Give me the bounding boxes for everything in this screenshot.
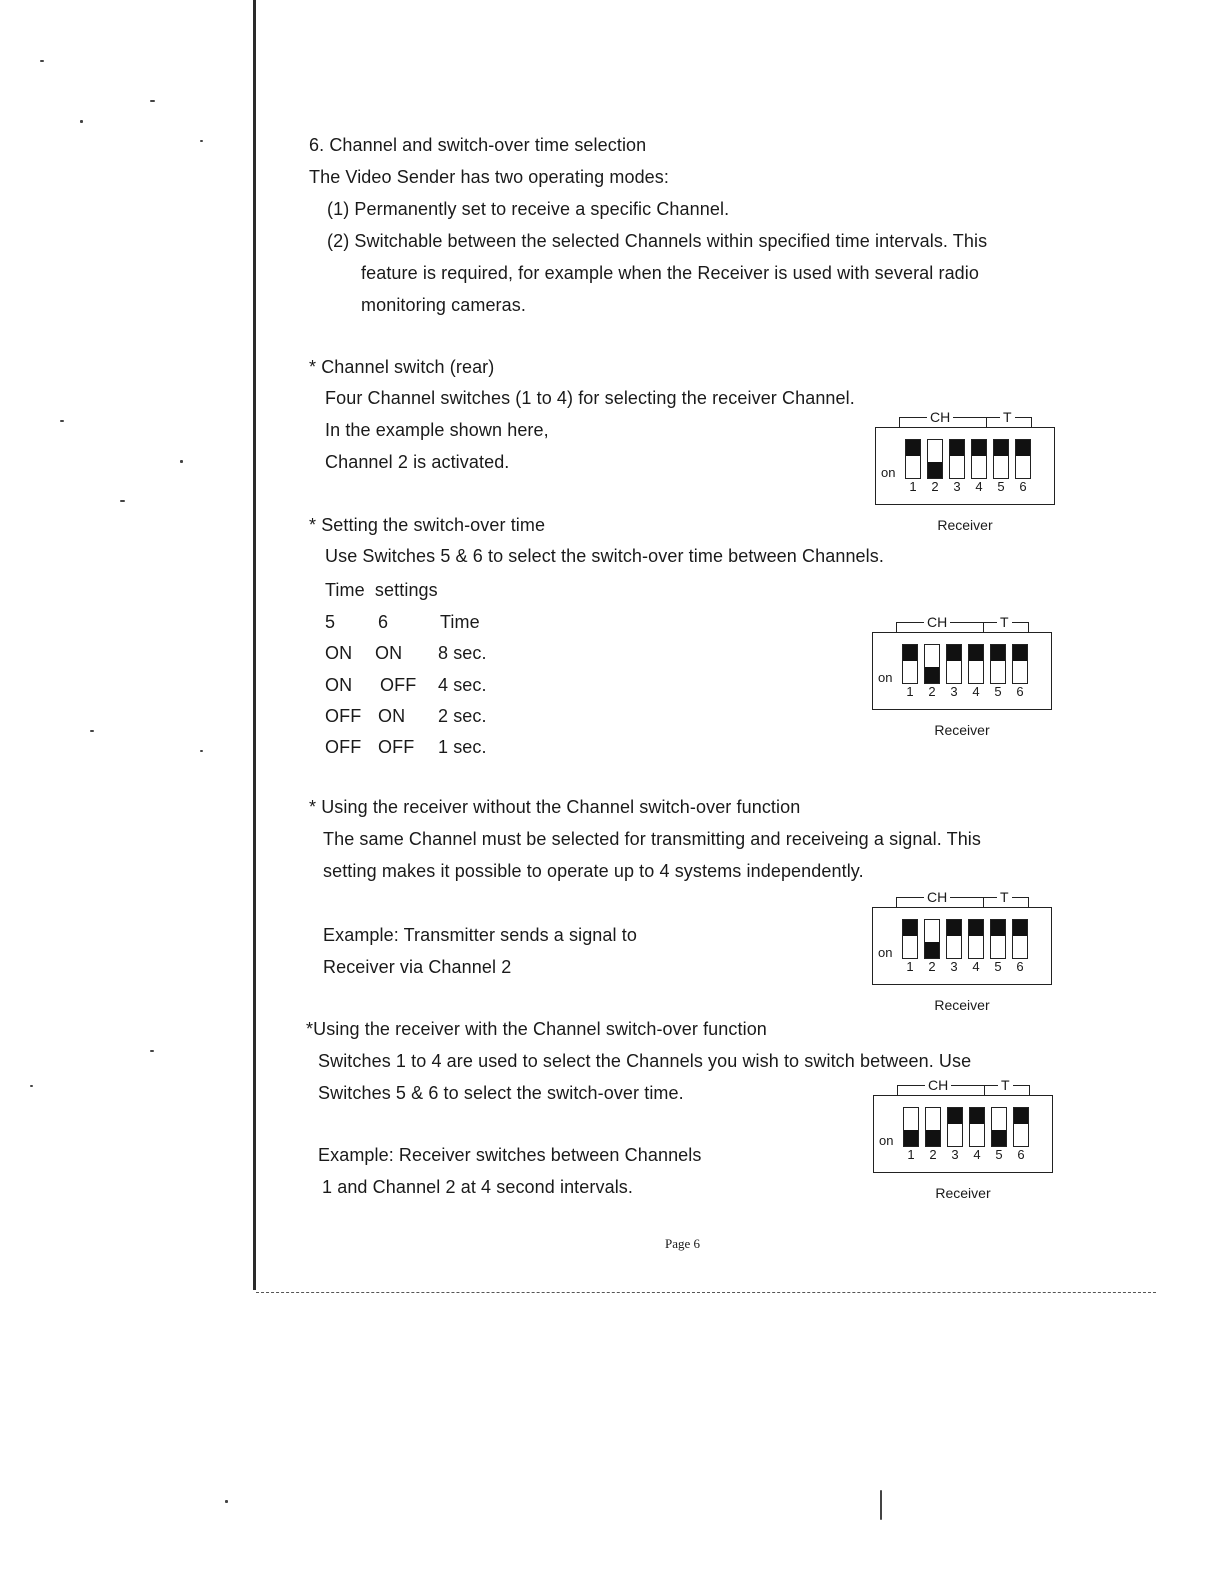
table-header-cell: 5 — [325, 612, 336, 632]
dip-switch-box — [875, 409, 1055, 505]
switch-knob — [906, 440, 920, 456]
table-cell: ON — [325, 643, 353, 663]
receiver-caption: Receiver — [935, 1185, 991, 1201]
table-cell: 1 sec. — [438, 737, 487, 757]
page-number: Page 6 — [665, 1236, 701, 1251]
t-label: T — [997, 615, 1012, 629]
switch-number: 3 — [953, 479, 961, 494]
switch-number: 6 — [1019, 479, 1027, 494]
switch-number: 3 — [951, 1147, 959, 1162]
without-switchover-example-2: Receiver via Channel 2 — [323, 957, 512, 977]
ch-label: CH — [927, 410, 953, 424]
switch-number: 5 — [994, 684, 1002, 699]
switch-knob — [969, 920, 983, 936]
ch-label: CH — [924, 615, 950, 629]
on-label: on — [878, 945, 893, 960]
t-label: T — [998, 1078, 1013, 1092]
dip-switch-5 — [993, 439, 1009, 479]
dip-switch-2 — [924, 919, 940, 959]
dip-switch-6 — [1013, 1107, 1029, 1147]
switch-knob — [926, 1130, 940, 1146]
switch-knob — [948, 1108, 962, 1124]
switch-knob — [947, 920, 961, 936]
switch-knob — [994, 440, 1008, 456]
dip-switch-3 — [947, 1107, 963, 1147]
switch-number: 4 — [972, 684, 980, 699]
switch-knob — [928, 462, 942, 478]
mode-2-line-2: feature is required, for example when the Receiver is used with several radio — [361, 263, 980, 283]
mode-2-line-3: monitoring cameras. — [361, 295, 526, 315]
switch-number: 4 — [972, 959, 980, 974]
dip-switch-6 — [1015, 439, 1031, 479]
dip-switch-4 — [971, 439, 987, 479]
dip-switch-3 — [946, 919, 962, 959]
switch-number: 4 — [973, 1147, 981, 1162]
switch-number: 1 — [906, 684, 914, 699]
dip-switch-1 — [903, 1107, 919, 1147]
intro-text: The Video Sender has two operating modes: — [309, 167, 669, 187]
switch-knob — [991, 645, 1005, 661]
channel-switch-title: * Channel switch (rear) — [309, 357, 495, 377]
switch-knob — [925, 942, 939, 958]
channel-switch-line-1: Four Channel switches (1 to 4) for selecting the receiver Channel. — [325, 388, 855, 408]
mode-2-line-1: (2) Switchable between the selected Channels within specified time intervals. This — [327, 231, 988, 251]
switch-knob — [1016, 440, 1030, 456]
table-cell: ON — [378, 706, 406, 726]
section-heading: 6. Channel and switch-over time selection — [309, 135, 647, 155]
switch-knob — [925, 667, 939, 683]
table-header-cell: Time — [440, 612, 480, 632]
t-label: T — [1000, 410, 1015, 424]
switch-knob — [992, 1130, 1006, 1146]
dip-switch-1 — [902, 919, 918, 959]
with-switchover-title: *Using the receiver with the Channel switch-over function — [306, 1019, 767, 1039]
table-cell: 2 sec. — [438, 706, 487, 726]
switchover-time-line-1: Use Switches 5 & 6 to select the switch-over time between Channels. — [325, 546, 884, 566]
receiver-caption: Receiver — [937, 517, 993, 533]
switch-number: 3 — [950, 684, 958, 699]
table-header-cell: 6 — [378, 612, 389, 632]
switch-number: 2 — [929, 1147, 937, 1162]
with-switchover-line-1: Switches 1 to 4 are used to select the Channels you wish to switch between. Use — [318, 1051, 972, 1071]
dip-switch-1 — [905, 439, 921, 479]
table-cell: 4 sec. — [438, 675, 487, 695]
table-cell: 8 sec. — [438, 643, 487, 663]
switch-number: 4 — [975, 479, 983, 494]
channel-switch-line-2: In the example shown here, — [325, 420, 549, 440]
dip-switch-5 — [990, 644, 1006, 684]
switch-knob — [950, 440, 964, 456]
switch-number: 5 — [994, 959, 1002, 974]
switch-number: 5 — [995, 1147, 1003, 1162]
dip-switch-3 — [949, 439, 965, 479]
dip-switch-4 — [969, 1107, 985, 1147]
dip-switch-4 — [968, 644, 984, 684]
switch-number: 2 — [928, 684, 936, 699]
switch-number: 2 — [931, 479, 939, 494]
switch-number: 6 — [1017, 1147, 1025, 1162]
with-switchover-line-2: Switches 5 & 6 to select the switch-over time. — [318, 1083, 684, 1103]
on-label: on — [881, 465, 896, 480]
table-cell: OFF — [378, 737, 415, 757]
without-switchover-line-2: setting makes it possible to operate up to 4 systems independently. — [323, 861, 864, 881]
table-cell: ON — [375, 643, 403, 663]
dip-switch-4 — [968, 919, 984, 959]
table-cell: OFF — [380, 675, 417, 695]
switch-knob — [947, 645, 961, 661]
switch-knob — [1013, 920, 1027, 936]
dip-switch-5 — [991, 1107, 1007, 1147]
dip-switch-box — [873, 1077, 1053, 1173]
switch-number: 6 — [1016, 959, 1024, 974]
time-settings-title: Time settings — [325, 580, 438, 600]
switch-number: 3 — [950, 959, 958, 974]
on-label: on — [879, 1133, 894, 1148]
page-bottom-rule — [256, 1292, 1156, 1293]
switch-knob — [904, 1130, 918, 1146]
dip-switch-6 — [1012, 644, 1028, 684]
dip-switch-6 — [1012, 919, 1028, 959]
switchover-time-title: * Setting the switch-over time — [309, 515, 546, 535]
dip-switch-2 — [924, 644, 940, 684]
switch-knob — [970, 1108, 984, 1124]
dip-switch-1 — [902, 644, 918, 684]
switch-knob — [1014, 1108, 1028, 1124]
dip-switch-5 — [990, 919, 1006, 959]
channel-switch-line-3: Channel 2 is activated. — [325, 452, 510, 472]
switch-knob — [903, 645, 917, 661]
without-switchover-example-1: Example: Transmitter sends a signal to — [323, 925, 637, 945]
switch-number: 1 — [906, 959, 914, 974]
on-label: on — [878, 670, 893, 685]
switch-number: 1 — [907, 1147, 915, 1162]
switch-number: 1 — [909, 479, 917, 494]
without-switchover-title: * Using the receiver without the Channel switch-over function — [309, 797, 801, 817]
ch-label: CH — [925, 1078, 951, 1092]
table-cell: OFF — [325, 737, 362, 757]
t-label: T — [997, 890, 1012, 904]
without-switchover-line-1: The same Channel must be selected for transmitting and receiveing a signal. This — [323, 829, 982, 849]
switch-knob — [991, 920, 1005, 936]
binder-edge — [253, 0, 256, 1290]
dip-switch-box — [872, 889, 1052, 985]
table-cell: OFF — [325, 706, 362, 726]
receiver-caption: Receiver — [934, 722, 990, 738]
switch-number: 5 — [997, 479, 1005, 494]
with-switchover-example-1: Example: Receiver switches between Channels — [318, 1145, 702, 1165]
dip-switch-3 — [946, 644, 962, 684]
switch-number: 2 — [928, 959, 936, 974]
with-switchover-example-2: 1 and Channel 2 at 4 second intervals. — [322, 1177, 634, 1197]
switch-knob — [969, 645, 983, 661]
switch-knob — [1013, 645, 1027, 661]
dip-switch-box — [872, 614, 1052, 710]
dip-switch-2 — [927, 439, 943, 479]
ch-label: CH — [924, 890, 950, 904]
switch-knob — [903, 920, 917, 936]
switch-knob — [972, 440, 986, 456]
mode-1-text: (1) Permanently set to receive a specific Channel. — [327, 199, 730, 219]
dip-switch-2 — [925, 1107, 941, 1147]
receiver-caption: Receiver — [934, 997, 990, 1013]
table-cell: ON — [325, 675, 353, 695]
switch-number: 6 — [1016, 684, 1024, 699]
